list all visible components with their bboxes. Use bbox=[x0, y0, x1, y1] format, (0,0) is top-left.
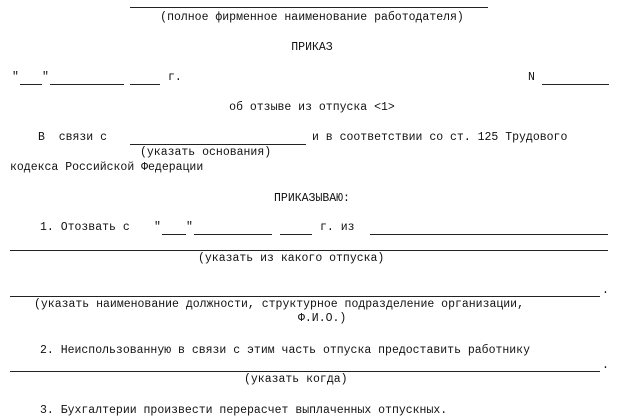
employer-name-hint: (полное фирменное наименование работодателя) bbox=[160, 11, 464, 24]
document-title: ПРИКАЗ bbox=[291, 41, 333, 54]
recall-year-field[interactable] bbox=[280, 234, 312, 235]
date-day-quote-close: " bbox=[42, 71, 49, 84]
employee-field[interactable] bbox=[10, 296, 600, 297]
recall-day-field[interactable] bbox=[162, 234, 186, 235]
date-year-field[interactable] bbox=[130, 84, 160, 85]
vacation-type-field[interactable] bbox=[10, 250, 608, 251]
basis-continuation: кодекса Российской Федерации bbox=[10, 161, 204, 174]
date-day-quote-open: " bbox=[12, 71, 19, 84]
item2-text: 2. Неиспользованную в связи с этим часть отпуска предоставить работнику bbox=[40, 344, 530, 357]
recall-day-quote-close: " bbox=[186, 221, 193, 234]
employee-field-dot: . bbox=[602, 284, 609, 297]
date-day-field[interactable] bbox=[20, 84, 42, 85]
order-number-field[interactable] bbox=[542, 84, 609, 85]
order-word: ПРИКАЗЫВАЮ: bbox=[274, 192, 350, 205]
order-number-label: N bbox=[528, 71, 535, 84]
employee-name-hint: Ф.И.О.) bbox=[298, 312, 347, 325]
recall-from-field[interactable] bbox=[370, 234, 608, 235]
vacation-type-hint: (указать из какого отпуска) bbox=[198, 252, 385, 265]
leave-date-field[interactable] bbox=[10, 371, 600, 372]
leave-date-hint: (указать когда) bbox=[244, 373, 348, 386]
order-subject: об отзыве из отпуска <1> bbox=[229, 101, 395, 114]
basis-hint: (указать основания) bbox=[140, 146, 272, 159]
basis-field[interactable] bbox=[130, 144, 306, 145]
leave-date-field-dot: . bbox=[602, 359, 609, 372]
date-year-suffix: г. bbox=[168, 71, 182, 84]
employer-name-line[interactable] bbox=[130, 7, 488, 8]
item1-year-from: г. из bbox=[320, 221, 355, 234]
date-month-field[interactable] bbox=[50, 84, 124, 85]
item1-prefix: 1. Отозвать с bbox=[40, 221, 130, 234]
employee-position-hint: (указать наименование должности, структурное подразделение организации, bbox=[34, 298, 524, 311]
basis-suffix: и в соответствии со ст. 125 Трудового bbox=[312, 131, 568, 144]
basis-prefix: В связи с bbox=[38, 131, 108, 144]
item3-text: 3. Бухгалтерии произвести перерасчет выплаченных отпускных. bbox=[40, 404, 448, 417]
recall-month-field[interactable] bbox=[194, 234, 272, 235]
recall-day-quote-open: " bbox=[154, 221, 161, 234]
